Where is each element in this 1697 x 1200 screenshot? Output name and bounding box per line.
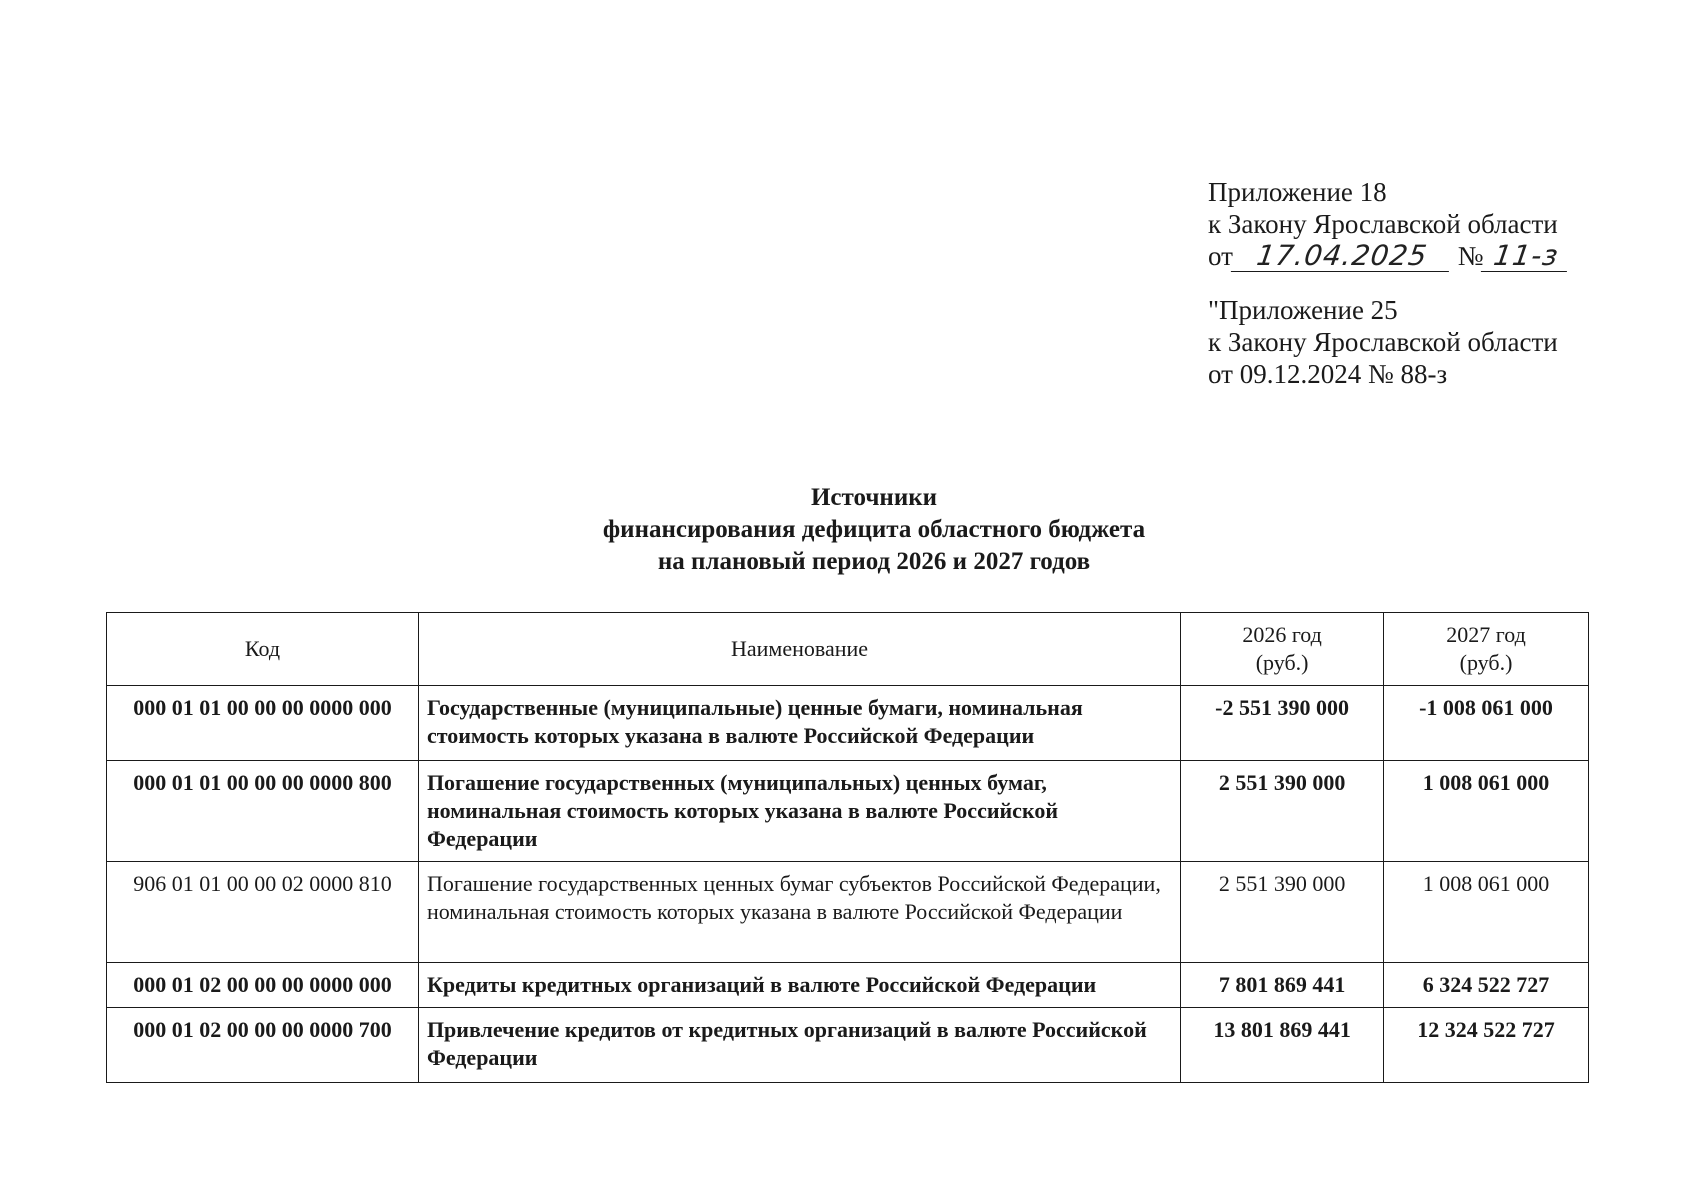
row-name: Погашение государственных ценных бумаг субъектов Российской Федерации, номинальная стоимость которых указана в валюте Российской Федерации: [418, 862, 1180, 963]
row-code: 000 01 02 00 00 00 0000 700: [107, 1008, 419, 1083]
header-2027-year: 2027 год: [1446, 622, 1526, 647]
header-2027-unit: (руб.): [1459, 650, 1513, 675]
row-code: 906 01 01 00 00 02 0000 810: [107, 862, 419, 963]
row-value-2026: 13 801 869 441: [1181, 1008, 1384, 1083]
row-value-2027: 12 324 522 727: [1384, 1008, 1589, 1083]
row-value-2026: -2 551 390 000: [1181, 686, 1384, 761]
table-row: [107, 761, 1589, 862]
row-value-2027: -1 008 061 000: [1384, 686, 1589, 761]
handwritten-number: 11-з: [1481, 241, 1571, 272]
row-name: Погашение государственных (муниципальных) ценных бумаг, номинальная стоимость которых указана в валюте Российской Федерации: [418, 761, 1180, 862]
financing-sources-table: [106, 612, 1589, 1083]
table-header-row: [107, 613, 1589, 686]
row-code: 000 01 01 00 00 00 0000 800: [107, 761, 419, 862]
header-2027: [1384, 613, 1589, 686]
handwritten-date: 17.04.2025: [1231, 241, 1453, 272]
attachment-line-2: к Закону Ярославской области: [1208, 209, 1558, 239]
row-name: Государственные (муниципальные) ценные бумаги, номинальная стоимость которых указана в валюте Российской Федерации: [418, 686, 1180, 761]
title-line-3: на плановый период 2026 и 2027 годов: [657, 548, 1091, 575]
table-row: [107, 862, 1589, 963]
row-value-2027: 1 008 061 000: [1384, 862, 1589, 963]
title-line-1: Источники: [810, 484, 938, 511]
attachment-header: [1208, 176, 1569, 390]
table-row: [107, 963, 1589, 1008]
table-row: [107, 1008, 1589, 1083]
row-code: 000 01 02 00 00 00 0000 000: [107, 963, 419, 1008]
row-value-2026: 2 551 390 000: [1181, 862, 1384, 963]
quoted-attachment-line-2: к Закону Ярославской области: [1208, 327, 1558, 357]
header-name: Наименование: [418, 613, 1180, 686]
quoted-attachment-line-3: от 09.12.2024 № 88-з: [1208, 359, 1448, 389]
row-name: Кредиты кредитных организаций в валюте Российской Федерации: [418, 963, 1180, 1008]
number-sign: №: [1457, 241, 1484, 271]
row-value-2027: 6 324 522 727: [1384, 963, 1589, 1008]
header-2026: [1181, 613, 1384, 686]
quoted-attachment-line-1: "Приложение 25: [1208, 295, 1398, 325]
row-value-2026: 2 551 390 000: [1181, 761, 1384, 862]
document-title: [0, 482, 1697, 578]
attachment-line-1: Приложение 18: [1208, 177, 1387, 207]
title-line-2: финансирования дефицита областного бюджета: [602, 516, 1146, 543]
attachment-date-line: [1208, 240, 1569, 272]
table-row: [107, 686, 1589, 761]
spacer: [1208, 272, 1569, 294]
row-code: 000 01 01 00 00 00 0000 000: [107, 686, 419, 761]
header-2026-year: 2026 год: [1242, 622, 1322, 647]
row-name: Привлечение кредитов от кредитных организаций в валюте Российской Федерации: [418, 1008, 1180, 1083]
header-2026-unit: (руб.): [1255, 650, 1309, 675]
row-value-2027: 1 008 061 000: [1384, 761, 1589, 862]
date-prefix: от: [1208, 241, 1233, 271]
row-value-2026: 7 801 869 441: [1181, 963, 1384, 1008]
header-code: Код: [107, 613, 419, 686]
